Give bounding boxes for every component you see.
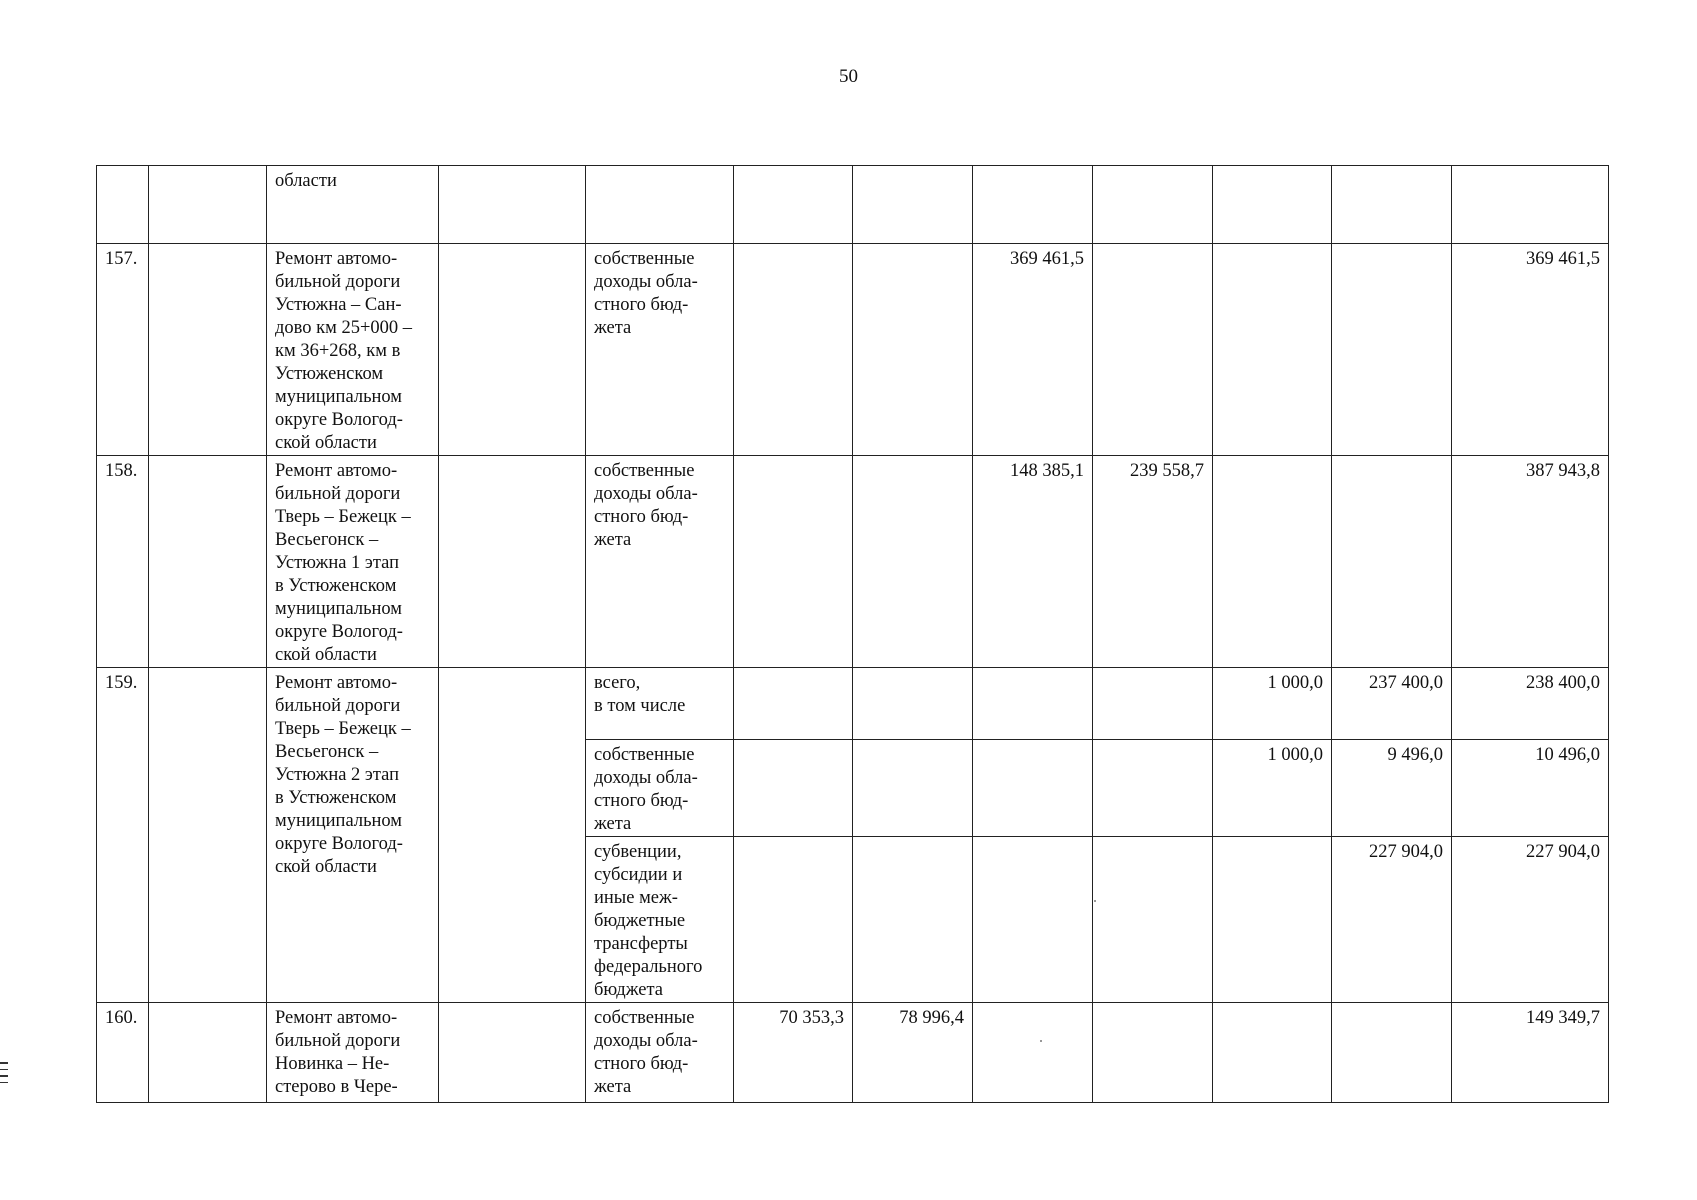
value-2023: [734, 668, 853, 740]
value-2027: 1 000,0: [1213, 668, 1332, 740]
budget-table: [96, 165, 1609, 1103]
value-2026: 239 558,7: [1093, 456, 1213, 668]
value-2026: [1093, 1003, 1213, 1103]
object-name: Ремонт автомо- бильной дороги Устюжна – Сан- дово км 25+000 – км 36+268, км в Устюженском муниципальном округе Вологод- ской области: [267, 244, 439, 456]
value-2025: 369 461,5: [973, 244, 1093, 456]
table-row-160: [97, 1003, 1609, 1103]
value-2023: [734, 456, 853, 668]
object-name-continuation: области: [267, 166, 439, 244]
row-number: 160.: [97, 1003, 149, 1103]
value-total: 387 943,8: [1452, 456, 1609, 668]
value-total: 369 461,5: [1452, 244, 1609, 456]
funding-source: собственные доходы обла- стного бюд- жета: [586, 456, 734, 668]
value-2027: [1213, 456, 1332, 668]
scan-edge-marks: [0, 1062, 8, 1088]
row-number: 158.: [97, 456, 149, 668]
value-2026: [1093, 837, 1213, 1003]
row-number: 157.: [97, 244, 149, 456]
value-2023: [734, 837, 853, 1003]
value-2024: [853, 244, 973, 456]
table-row-158: [97, 456, 1609, 668]
table-row-157: [97, 244, 1609, 456]
value-2023: 70 353,3: [734, 1003, 853, 1103]
value-2023: [734, 244, 853, 456]
value-2025: 148 385,1: [973, 456, 1093, 668]
value-total: 10 496,0: [1452, 740, 1609, 837]
value-2024: [853, 456, 973, 668]
value-2027: [1213, 837, 1332, 1003]
object-name: Ремонт автомо- бильной дороги Новинка – Не- стерово в Чере-: [267, 1003, 439, 1103]
value-2026: [1093, 668, 1213, 740]
value-2024: 78 996,4: [853, 1003, 973, 1103]
value-2025: [973, 740, 1093, 837]
scan-dust-dot: [1040, 1040, 1042, 1042]
value-2024: [853, 837, 973, 1003]
funding-source: субвенции, субсидии и иные меж- бюджетные трансферты федерального бюджета: [586, 837, 734, 1003]
value-2027: 1 000,0: [1213, 740, 1332, 837]
value-2025: [973, 837, 1093, 1003]
value-2027: [1213, 1003, 1332, 1103]
funding-source: всего, в том числе: [586, 668, 734, 740]
table-row-159-total: [97, 668, 1609, 740]
funding-source: собственные доходы обла- стного бюд- жета: [586, 1003, 734, 1103]
value-2028: [1332, 456, 1452, 668]
table-row-continuation: [97, 166, 1609, 244]
value-2026: [1093, 244, 1213, 456]
value-2024: [853, 668, 973, 740]
value-2028: 9 496,0: [1332, 740, 1452, 837]
value-2027: [1213, 244, 1332, 456]
row-number: 159.: [97, 668, 149, 1003]
value-2028: 227 904,0: [1332, 837, 1452, 1003]
value-2025: [973, 1003, 1093, 1103]
page-number: 50: [839, 66, 858, 87]
funding-source: собственные доходы обла- стного бюд- жета: [586, 740, 734, 837]
object-name: Ремонт автомо- бильной дороги Тверь – Бежецк – Весьегонск – Устюжна 1 этап в Устюженском муниципальном округе Вологод- ской области: [267, 456, 439, 668]
object-name: Ремонт автомо- бильной дороги Тверь – Бежецк – Весьегонск – Устюжна 2 этап в Устюженском муниципальном округе Вологод- ской области: [267, 668, 439, 1003]
value-2023: [734, 740, 853, 837]
scan-dust-dot: [1094, 900, 1096, 902]
value-2028: [1332, 1003, 1452, 1103]
value-2025: [973, 668, 1093, 740]
value-2026: [1093, 740, 1213, 837]
value-2024: [853, 740, 973, 837]
value-total: 149 349,7: [1452, 1003, 1609, 1103]
funding-source: собственные доходы обла- стного бюд- жета: [586, 244, 734, 456]
value-total: 238 400,0: [1452, 668, 1609, 740]
value-2028: 237 400,0: [1332, 668, 1452, 740]
value-total: 227 904,0: [1452, 837, 1609, 1003]
value-2028: [1332, 244, 1452, 456]
